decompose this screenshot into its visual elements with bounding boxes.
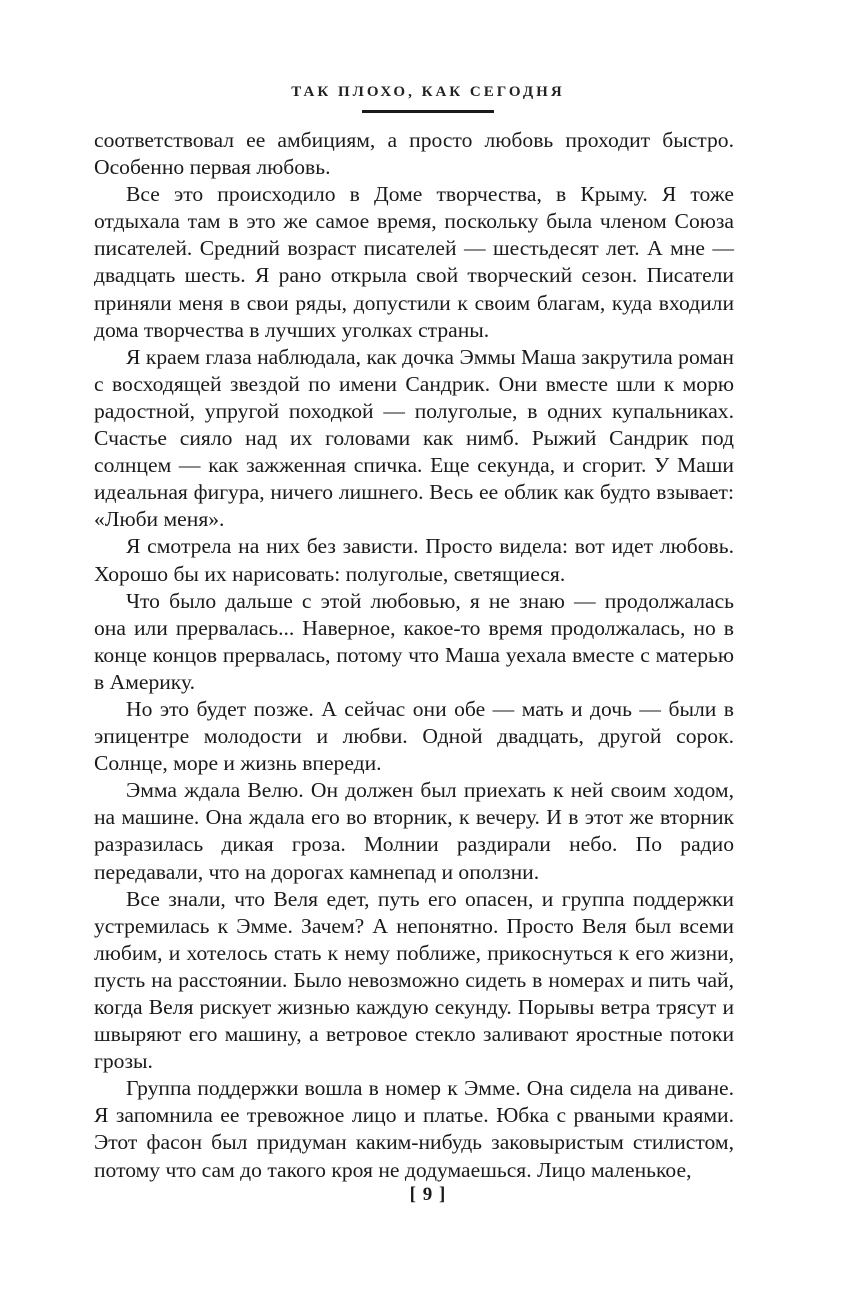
header-rule xyxy=(362,110,494,113)
running-head: ТАК ПЛОХО, КАК СЕГОДНЯ xyxy=(291,84,565,100)
paragraph: Эмма ждала Велю. Он должен был приехать к ней своим ходом, на машине. Она ждала его во вторник, к вечеру. И в этот же вторник разразилась дикая гроза. Молнии раздирали небо. По радио передавали, что на дорогах камнепад и оползни. xyxy=(94,778,734,884)
paragraph: Группа поддержки вошла в номер к Эмме. Она сидела на диване. Я запомнила ее тревожное лицо и платье. Юбка с рваными краями. Этот фасон был придуман каким-нибудь заковыристым стилистом, потому что сам до такого кроя не додумаешься. Лицо маленькое, xyxy=(94,1076,734,1182)
paragraph: Но это будет позже. А сейчас они обе — мать и дочь — были в эпицентре молодости и любви. Одной двадцать, другой сорок. Солнце, море и жизнь впереди. xyxy=(94,696,734,776)
paragraph: Все это происходило в Доме творчества, в Крыму. Я тоже отдыхала там в это же самое время, поскольку была членом Союза писателей. Средний возраст писателей — шестьдесят лет. А мне — двадцать шесть. Я рано открыла свой творческий сезон. Писатели приняли меня в свои ряды, допустили к своим благам, куда входили дома творчества в лучших уголках страны. xyxy=(94,182,734,342)
paragraph: соответствовал ее амбициям, а просто любовь проходит быстро. Особенно первая любовь. xyxy=(94,128,734,180)
paragraph: Я краем глаза наблюдала, как дочка Эммы Маша закрутила роман с восходящей звездой по имени Сандрик. Они вместе шли к морю радостной, упругой походкой — полуголые, в одних купальниках. Счастье сияло над их головами как нимб. Рыжий Сандрик под солнцем — как зажженная спичка. Еще секунда, и сгорит. У Маши идеальная фигура, ничего лишнего. Весь ее облик как будто взывает: «Люби меня». xyxy=(94,344,734,532)
paragraph: Я смотрела на них без зависти. Просто видела: вот идет любовь. Хорошо бы их нарисовать: полуголые, светящиеся. xyxy=(94,534,734,586)
paragraph: Все знали, что Веля едет, путь его опасен, и группа поддержки устремилась к Эмме. Зачем? А непонятно. Просто Веля был всеми любим, и хотелось стать к нему поближе, прикоснуться к его жизни, пусть на расстоянии. Было невозможно сидеть в номерах и пить чай, когда Веля рискует жизнью каждую секунду. Порывы ветра трясут и швыряют его машину, а ветровое стекло заливают яростные потоки грозы. xyxy=(94,886,734,1074)
page-number: [ 9 ] xyxy=(409,1184,447,1205)
body-text xyxy=(94,127,734,1184)
paragraph: Что было дальше с этой любовью, я не знаю — продолжалась она или прервалась... Наверное, какое-то время продолжалась, но в конце концов прервалась, потому что Маша уехала вместе с матерью в Америку. xyxy=(94,588,734,694)
